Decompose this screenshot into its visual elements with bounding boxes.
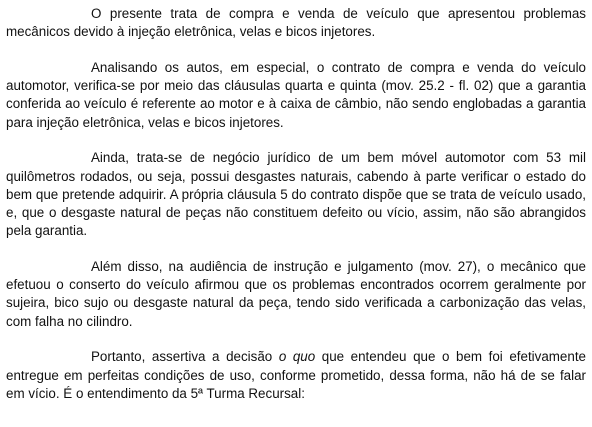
paragraph-5-lead: Portanto, assertiva a decisão [91, 349, 279, 365]
paragraph-2: Analisando os autos, em especial, o contrato de compra e venda do veículo automotor, verifica-se por meio das cláusulas quarta e quinta (mov. 25.2 - fl. 02) que a garantia conferida ao veículo é referente ao motor e à caixa de câmbio, não sendo englobadas a garantia para injeção eletrônica, velas e bicos injetores. [6, 60, 586, 130]
paragraph-5 [6, 348, 586, 403]
paragraph-3: Ainda, trata-se de negócio jurídico de um bem móvel automotor com 53 mil quilômetros rodados, ou seja, possui desgastes naturais, cabendo à parte verificar o estado do bem que pretende adquirir. A própria cláusula 5 do contrato dispõe que se trata de veículo usado, e, que o desgaste natural de peças não constituem defeito ou vício, assim, não são abrangidos pela garantia. [6, 150, 586, 239]
paragraph-1: O presente trata de compra e venda de veículo que apresentou problemas mecânicos devido à injeção eletrônica, velas e bicos injetores. [6, 6, 586, 40]
latin-term: o quo [278, 349, 316, 365]
paragraph-4: Além disso, na audiência de instrução e julgamento (mov. 27), o mecânico que efetuou o conserto do veículo afirmou que os problemas encontrados ocorrem geralmente por sujeira, bico sujo ou desgaste natural da peça, tendo sido verificada a carbonização das velas, com falha no cilindro. [6, 259, 586, 329]
paragraph-5-rest: que entendeu que o bem foi efetivamente entregue em perfeitas condições de uso, conforme prometido, dessa forma, não há de se falar em vício. É o entendimento da 5ª Turma Recursal: [6, 349, 586, 401]
